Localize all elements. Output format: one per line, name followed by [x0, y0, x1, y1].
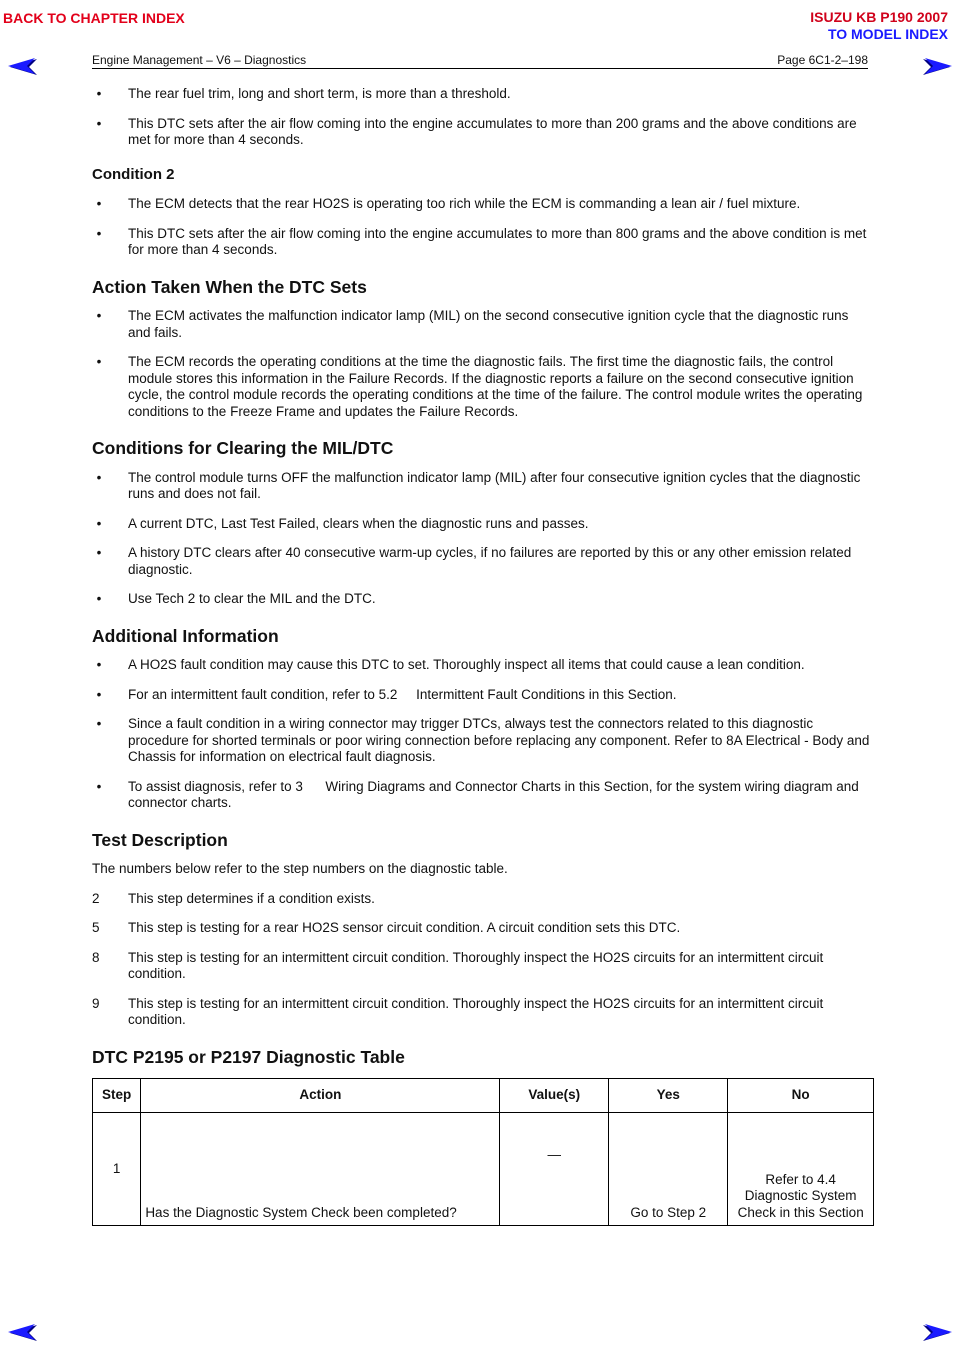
list-item-text: For an intermittent fault condition, refer to 5.2 Intermittent Fault Conditions in this Section.: [128, 686, 677, 702]
list-item-text: This DTC sets after the air flow coming into the engine accumulates to more than 200 grams and the above conditions are met for more than 4 seconds.: [128, 115, 857, 147]
to-model-index-link[interactable]: TO MODEL INDEX: [827, 26, 948, 42]
step-cell: 1: [93, 1113, 141, 1226]
column-header-yes: Yes: [609, 1079, 728, 1113]
list-item-text: A current DTC, Last Test Failed, clears when the diagnostic runs and passes.: [128, 515, 589, 531]
step-number: 2: [92, 890, 100, 906]
section-heading-condition-2: Condition 2: [92, 165, 175, 183]
yes-cell: Go to Step 2: [609, 1113, 728, 1226]
next-page-arrow-icon[interactable]: [922, 1324, 952, 1342]
list-item: • This DTC sets after the air flow coming into the engine accumulates to more than 200 grams and the above conditions are met for more than 4 seconds.: [96, 115, 857, 147]
action-cell: Has the Diagnostic System Check been completed?: [141, 1113, 500, 1226]
list-item: • The ECM detects that the rear HO2S is operating too rich while the ECM is commanding a lean air / fuel mixture.: [96, 196, 801, 211]
numbered-item: [92, 920, 872, 937]
model-title: ISUZU KB P190 2007: [810, 9, 948, 25]
section-heading-additional-information: Additional Information: [92, 625, 279, 646]
table-row: [93, 1113, 874, 1226]
section-heading-action-taken: Action Taken When the DTC Sets: [92, 276, 367, 297]
step-number: 8: [92, 949, 100, 965]
step-text: This step is testing for an intermittent circuit condition. Thoroughly inspect the HO2S circuits for an intermittent circuit condition.: [128, 995, 824, 1027]
list-item-text: The control module turns OFF the malfunction indicator lamp (MIL) after four consecutive ignition cycles that the diagnostic runs and does not fail.: [128, 469, 861, 501]
list-item-text: Use Tech 2 to clear the MIL and the DTC.: [128, 591, 376, 606]
list-item-text: A history DTC clears after 40 consecutive warm-up cycles, if no failures are reported by this or any other emission related diagnostic.: [128, 545, 852, 577]
page-header-section: Engine Management – V6 – Diagnostics: [92, 53, 307, 67]
list-item-text: The ECM detects that the rear HO2S is operating too rich while the ECM is commanding a lean air / fuel mixture.: [128, 196, 801, 211]
section-heading-test-description: Test Description: [92, 829, 228, 850]
page-number: Page 6C1-2–198: [777, 53, 868, 67]
column-header-values: Value(s): [500, 1079, 609, 1113]
list-item: • A current DTC, Last Test Failed, clears when the diagnostic runs and passes.: [96, 515, 589, 531]
column-header-no: No: [728, 1079, 874, 1113]
values-cell: —: [500, 1113, 609, 1226]
step-number: 5: [92, 920, 100, 935]
step-text: This step is testing for a rear HO2S sensor circuit condition. A circuit condition sets this DTC.: [128, 920, 681, 935]
list-item-text: The rear fuel trim, long and short term, is more than a threshold.: [128, 86, 511, 101]
list-item: • Since a fault condition in a wiring connector may trigger DTCs, always test the connectors related to this diagnostic procedure for shorted terminals or poor wiring connection before replacing any component. Refer to 8A Electrical - Body and Chassis for information on electrical fault diagnosis.: [96, 716, 870, 764]
previous-page-arrow-icon[interactable]: [8, 1324, 38, 1342]
step-text: This step determines if a condition exists.: [128, 890, 375, 906]
list-item: • A history DTC clears after 40 consecutive warm-up cycles, if no failures are reported by this or any other emission related diagnostic.: [96, 545, 852, 577]
list-item: • The rear fuel trim, long and short term, is more than a threshold.: [96, 86, 511, 101]
step-text: This step is testing for an intermittent circuit condition. Thoroughly inspect the HO2S circuits for an intermittent circuit condition.: [128, 949, 824, 981]
test-description-intro: The numbers below refer to the step numbers on the diagnostic table.: [92, 861, 508, 876]
list-item-text: To assist diagnosis, refer to 3 Wiring Diagrams and Connector Charts in this Section, for the system wiring diagram and connector charts.: [128, 778, 863, 810]
numbered-item: [92, 950, 872, 983]
previous-page-arrow-icon[interactable]: [8, 58, 38, 76]
column-header-step: Step: [93, 1079, 141, 1113]
step-number: 9: [92, 995, 100, 1011]
page-content: [92, 86, 872, 1226]
no-cell: Refer to 4.4 Diagnostic System Check in this Section: [728, 1113, 874, 1226]
list-item-text: Since a fault condition in a wiring connector may trigger DTCs, always test the connectors related to this diagnostic procedure for shorted terminals or poor wiring connection before replacing any component. Refer to 8A Electrical - Body and Chassis for information on electrical fault diagnosis.: [128, 716, 870, 764]
list-item: • This DTC sets after the air flow coming into the engine accumulates to more than 800 grams and the above condition is met for more than 4 seconds.: [96, 225, 867, 257]
diagnostic-table: [92, 1078, 874, 1226]
list-item: • To assist diagnosis, refer to 3 Wiring Diagrams and Connector Charts in this Section, for the system wiring diagram and connector charts.: [96, 778, 863, 810]
list-item: • The ECM activates the malfunction indicator lamp (MIL) on the second consecutive ignition cycle that the diagnostic runs and fails.: [96, 308, 849, 340]
numbered-item: [92, 996, 872, 1029]
numbered-item: [92, 891, 872, 908]
next-page-arrow-icon[interactable]: [922, 58, 952, 76]
list-item: • A HO2S fault condition may cause this DTC to set. Thoroughly inspect all items that could cause a lean condition.: [96, 657, 805, 672]
back-to-chapter-index-link[interactable]: BACK TO CHAPTER INDEX: [3, 10, 185, 26]
list-item: • The control module turns OFF the malfunction indicator lamp (MIL) after four consecutive ignition cycles that the diagnostic runs and does not fail.: [96, 469, 861, 501]
table-header-row: [93, 1079, 874, 1113]
list-item: • Use Tech 2 to clear the MIL and the DTC.: [96, 591, 376, 606]
list-item: • For an intermittent fault condition, refer to 5.2 Intermittent Fault Conditions in this Section.: [96, 686, 677, 702]
list-item-text: The ECM records the operating conditions at the time the diagnostic fails. The first time the diagnostic fails, the control module stores this information in the Failure Records. If the diagnostic reports a failure on the second consecutive ignition cycle, the control module records the operating conditions at the time of the failure. The control module writes the operating conditions to the Freeze Frame and updates the Failure Records.: [128, 354, 863, 419]
model-index-block: [810, 9, 948, 43]
section-heading-clearing: Conditions for Clearing the MIL/DTC: [92, 438, 394, 458]
column-header-action: Action: [141, 1079, 500, 1113]
section-heading-diagnostic-table: DTC P2195 or P2197 Diagnostic Table: [92, 1046, 405, 1067]
list-item: • The ECM records the operating conditions at the time the diagnostic fails. The first time the diagnostic fails, the control module stores this information in the Failure Records. If the diagnostic reports a failure on the second consecutive ignition cycle, the control module records the operating conditions at the time of the failure. The control module writes the operating conditions to the Freeze Frame and updates the Failure Records.: [96, 354, 863, 419]
header-divider: [92, 68, 868, 69]
list-item-text: A HO2S fault condition may cause this DTC to set. Thoroughly inspect all items that could cause a lean condition.: [128, 657, 805, 672]
list-item-text: This DTC sets after the air flow coming into the engine accumulates to more than 800 grams and the above condition is met for more than 4 seconds.: [128, 225, 867, 257]
list-item-text: The ECM activates the malfunction indicator lamp (MIL) on the second consecutive ignition cycle that the diagnostic runs and fails.: [128, 308, 849, 340]
